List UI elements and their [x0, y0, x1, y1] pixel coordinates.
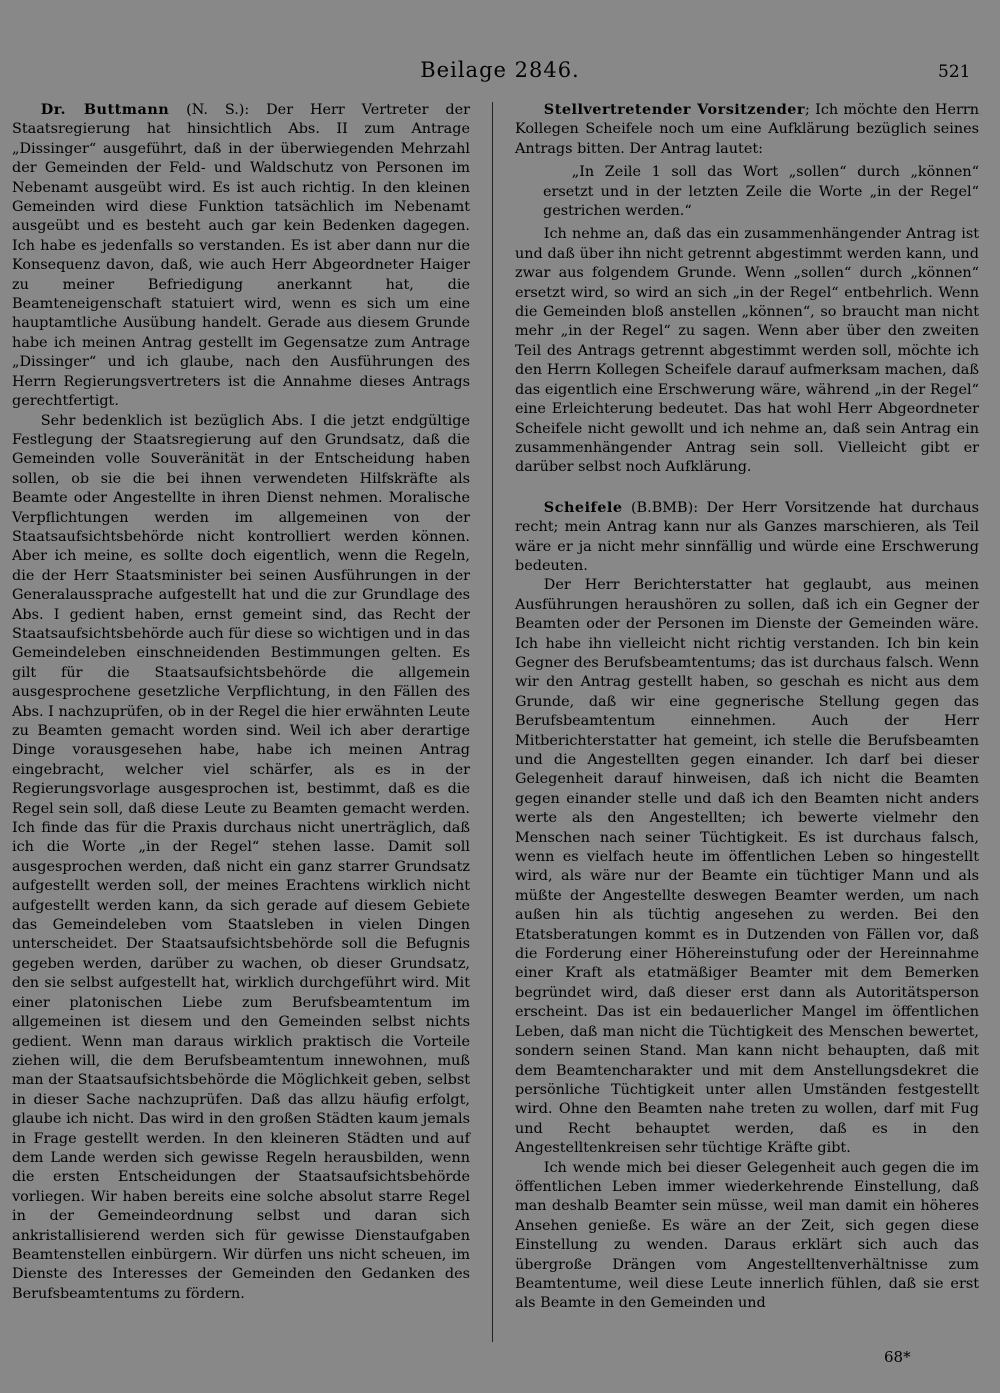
paragraph: Sehr bedenklich ist bezüglich Abs. I die jetzt endgültige Festlegung der Staatsregierung auf den Grundsatz, daß die Gemeinden volle Souveränität in der Entscheidung haben sollen, ob sie die bei ihnen verwendeten Hilfskräfte als Beamte oder Angestellte in ihren Dienst nehmen. Moralische Verpflichtungen werden im allgemeinen von der Staatsaufsichtsbehörde nicht kontrolliert werden können. Aber ich meine, es sollte doch eigentlich, wenn die Regeln, die der Herr Staatsminister bei seinen Ausführungen in der Generalaussprache aufgestellt hat und die zur Grundlage des Abs. I gedient haben, ernst gemeint sind, das Recht der Staatsaufsichtsbehörde auch für diese so wichtigen und in das Gemeindeleben einschneidenden Bestimmungen gelten. Es gilt für die Staatsaufsichtsbehörde die allgemein ausgesprochene gesetzliche Verpflichtung, in den Fällen des Abs. I nachzuprüfen, ob in der Regel die hier erwähnten Leute zu Beamten gemacht worden sind. Weil ich aber derartige Dinge vorausgesehen habe, habe ich meinen Antrag eingebracht, welcher viel schärfer, als es in der Regierungsvorlage ausgesprochen ist, bestimmt, daß es die Regel sein soll, daß diese Leute zu Beamten gemacht werden. Ich finde das für die Praxis durchaus nicht unerträglich, daß ich die Worte „in der Regel“ stehen lasse. Damit soll ausgesprochen werden, daß nicht ein ganz starrer Grundsatz aufgestellt werden soll, der meines Erachtens wirklich nicht aufgestellt werden kann, da sich gerade auf diesem Gebiete das Gemeindeleben vom Staatsleben in vielen Dingen unterscheidet. Der Staatsaufsichtsbehörde soll die Befugnis gegeben werden, darüber zu wachen, ob dieser Grundsatz, den sie selbst aufgestellt hat, wirklich durchgeführt wird. Mit einer platonischen Liebe zum Berufsbeamtentum im allgemeinen ist diesem und den Gemeinden selbst nichts gedient. Wenn man daraus wirklich praktisch die Vorteile ziehen will, die dem Berufsbeamtentum innewohnen, muß man der Staatsaufsichtsbehörde die Möglichkeit geben, selbst in dieser Sache nachzuprüfen. Daß das allzu häufig erfolgt, glaube ich nicht. Das wird in den großen Städten kaum jemals in Frage gestellt werden. In den kleineren Städten und auf dem Lande werden sich gewisse Regeln herausbilden, wenn die ersten Entscheidungen der Staatsaufsichtsbehörde vorliegen. Wir haben bereits eine solche absolut starre Regel in der Gemeindeordnung selbst und daran sich ankristallisierend werden sich für gewisse Dienstaufgaben Beamtenstellen einbürgern. Wir dürfen uns nicht scheuen, im Dienste des Interesses der Gemeinden den Gedanken des Berufsbeamtentums zu fördern.	[12, 412, 470, 1302]
speech-text: (B.BMB): Der Herr Vorsitzende hat durchaus recht; mein Antrag kann nur als Ganzes marschieren, als Teil wäre er ja nicht mehr sinnfällig und würde eine Erschwerung bedeuten.	[515, 499, 979, 574]
speech-text: ; Ich möchte den Herrn Kollegen Scheifele noch um eine Aufklärung bezüglich seines Antrags bitten. Der Antrag lautet:	[515, 102, 979, 157]
paragraph: Ich wende mich bei dieser Gelegenheit auch gegen die im öffentlichen Leben immer wiederkehrende Einstellung, daß man deshalb Beamter sein müsse, weil man damit ein höheres Ansehen genieße. Es wäre an der Zeit, sich gegen diese Einstellung zu wenden. Daraus erklärt sich auch das übergroße Drängen vom Angestelltenverhältnisse zum Beamtentume, weil diese Leute innerlich fühlen, daß sie erst als Beamte in den Gemeinden und	[515, 1159, 979, 1312]
paragraph: Ich nehme an, daß das ein zusammenhängender Antrag ist und daß über ihn nicht getrennt abgestimmt werden kann, und zwar aus folgendem Grunde. Wenn „sollen“ durch „können“ ersetzt wird, so wird an sich „in der Regel“ entbehrlich. Wenn die Gemeinden bloß anstellen „können“, so braucht man nicht mehr „in der Regel“ zu sagen. Wenn aber über den zweiten Teil des Antrags getrennt abgestimmt werden soll, möchte ich den Herrn Kollegen Scheifele darauf aufmerksam machen, daß das eigentlich eine Erschwerung wäre, während „in der Regel“ eine Erleichterung bedeutet. Das hat wohl Herr Abgeordneter Scheifele nicht gewollt und ich nehme an, daß sein Antrag ein zusammenhängender Antrag sein soll. Vielleicht gibt er darüber selbst noch Aufklärung.	[515, 226, 979, 476]
paragraph	[515, 100, 979, 159]
column-divider	[492, 102, 493, 1342]
paragraph: Der Herr Berichterstatter hat geglaubt, aus meinen Ausführungen heraushören zu sollen, daß ich ein Gegner der Beamten oder der Personen im Dienste der Gemeinden wäre. Ich habe ihn vielleicht nicht richtig verstanden. Ich bin kein Gegner des Berufsbeamtentums; das ist durchaus falsch. Wenn wir den Antrag gestellt haben, so geschah es nicht aus dem Grunde, daß wir eine gegnerische Stellung gegen das Berufsbeamtentum einnehmen. Auch der Herr Mitberichterstatter hat gemeint, ich stelle die Berufsbeamten und die Angestellten gegen einander. Ich darf bei dieser Gelegenheit darauf hinweisen, daß ich nicht die Beamten gegen einander stelle und daß ich den Beamten nicht anders werte als den Angestellten; ich bewerte vielmehr den Menschen nach seiner Tüchtigkeit. Es ist durchaus falsch, wenn es vielfach heute im öffentlichen Leben so hingestellt wird, als wäre nur der Beamte ein tüchtiger Mann und als müßte der Angestellte deswegen Beamter werden, um nach außen hin als tüchtig angesehen zu werden. Bei den Etatsberatungen kommt es in Dutzenden von Fällen vor, daß die Forderung einer Höhereinstufung oder der Hereinnahme einer Kraft als etatmäßiger Beamter mit dem Bemerken begründet wird, daß dieser erst dann als Autoritätsperson erscheint. Das ist ein bedauerlicher Mangel im öffentlichen Leben, daß man nicht die Tüchtigkeit des Menschen bewertet, sondern seinen Stand. Man kann nicht behaupten, daß mit dem Beamtencharakter und mit dem Anstellungsdekret die persönliche Tüchtigkeit unter allen Umständen festgestellt wird. Ohne den Beamten nahe treten zu wollen, darf mit Fug und Recht behauptet werden, daß es in den Angestelltenkreisen sehr tüchtige Kräfte gibt.	[515, 577, 979, 1157]
speaker-name: Dr. Buttmann	[40, 101, 170, 118]
speaker-name: Stellvertretender Vorsitzender	[543, 101, 806, 118]
sheet-signature: 68*	[884, 1348, 911, 1366]
quoted-motion: „In Zeile 1 soll das Wort „sollen“ durch „können“ ersetzt und in der letzten Zeile die Worte „in der Regel“ gestrichen werden.“	[543, 164, 979, 220]
page-header-title: Beilage 2846.	[420, 58, 580, 82]
right-column	[515, 100, 979, 1314]
section-gap	[515, 478, 979, 498]
paragraph	[12, 100, 470, 412]
speech-text: (N. S.): Der Herr Vertreter der Staatsregierung hat hinsichtlich Abs. II zum Antrage „Dissinger“ ausgeführt, daß in der überwiegenden Mehrzahl der Gemeinden der Feld- und Waldschutz von Personen im Nebenamt ausgeübt wird. Es ist auch richtig. In den kleinen Gemeinden wird diese Funktion tatsächlich im Nebenamt ausgeübt und es besteht auch gar kein Bedenken dagegen. Ich habe es jedenfalls so verstanden. Es ist aber dann nur die Konsequenz davon, daß, wie auch Herr Abgeordneter Haiger zu meiner Befriedigung anerkannt hat, die Beamteneigenschaft statuiert wird, wenn es sich um eine hauptamtliche Ausübung handelt. Gerade aus diesem Grunde habe ich meinen Antrag gestellt im Gegensatze zum Antrage „Dissinger“ und ich glaube, nach den Ausführungen des Herrn Regierungsvertreters ist die Annahme dieses Antrags gerechtfertigt.	[12, 102, 470, 410]
left-column	[12, 100, 470, 1304]
speaker-name: Scheifele	[543, 498, 623, 516]
paragraph	[515, 498, 979, 577]
page-number: 521	[938, 62, 971, 82]
